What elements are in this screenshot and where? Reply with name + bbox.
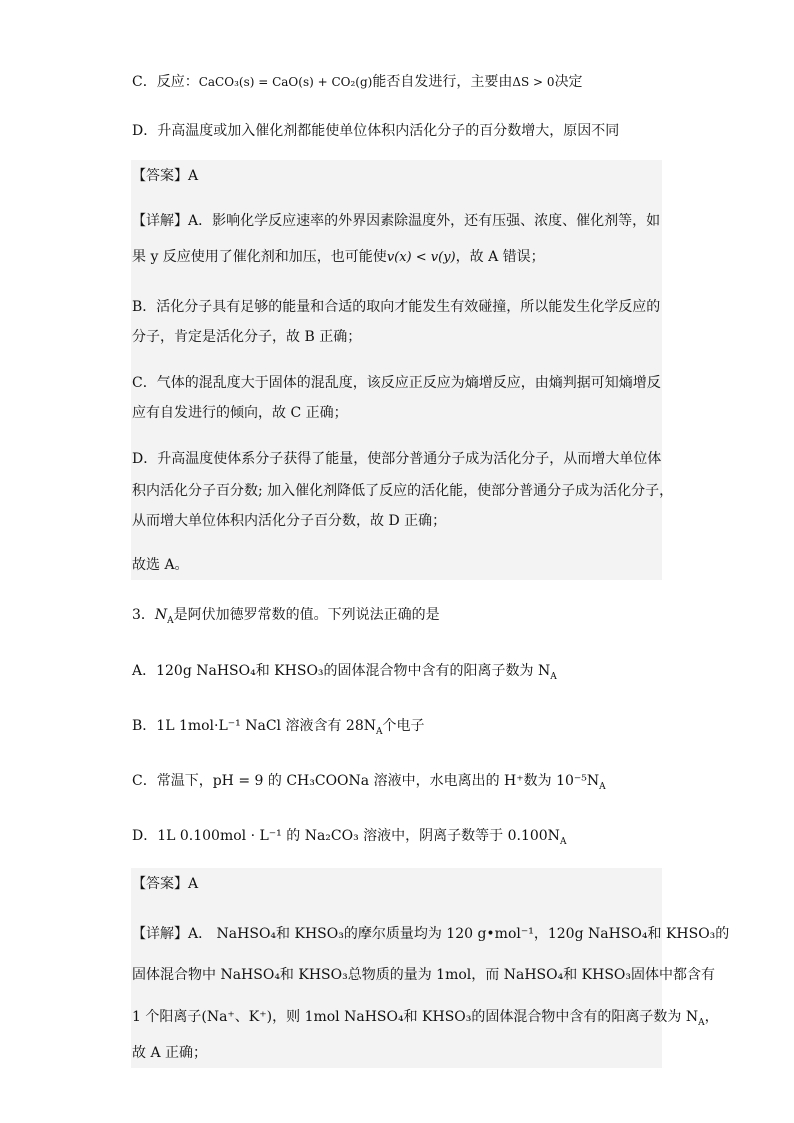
q2-detail-d-3: 从而增大单位体积内活化分子百分数，故 D 正确；	[132, 513, 447, 529]
q3-option-d	[132, 826, 566, 852]
q3-option-c-sub: A	[599, 781, 606, 792]
q2-option-c-prefix: C．反应：	[132, 74, 199, 90]
q2-detail-b-2: 分子，肯定是活化分子，故 B 正确；	[132, 329, 362, 345]
q3-option-b	[132, 716, 424, 742]
q3-option-c	[132, 771, 606, 797]
q3-na-subscript: A	[167, 615, 174, 626]
q2-detail-a-2-formula: v(x) < v(y)	[386, 250, 456, 265]
q3-detail-3	[132, 1007, 719, 1033]
q3-stem	[132, 605, 440, 631]
q3-option-a-text: A．120g NaHSO₄和 KHSO₃的固体混合物中含有的阳离子数为 N	[132, 663, 551, 679]
q2-option-d: D．升高温度或加入催化剂都能使单位体积内活化分子的百分数增大，原因不同	[132, 123, 620, 139]
q2-option-c-suffix: 决定	[554, 74, 583, 90]
q2-option-c	[132, 72, 583, 92]
q2-option-c-formula: CaCO₃(s) = CaO(s) + CO₂(g)	[198, 75, 373, 89]
q3-option-b-text: B．1L 1mol·L⁻¹ NaCl 溶液含有 28N	[132, 718, 376, 734]
q2-detail-a-2-post: ，故 A 错误；	[455, 249, 545, 265]
q3-option-b-sub: A	[375, 726, 383, 737]
q3-detail-3-sub: A	[698, 1017, 705, 1028]
q2-detail-a-2	[132, 247, 545, 268]
q3-number: 3．	[132, 607, 155, 623]
q3-detail-1: 【详解】A． NaHSO₄和 KHSO₃的摩尔质量均为 120 g•mol⁻¹，120g NaHSO₄和 KHSO₃的	[132, 926, 730, 942]
q2-detail-a-2-pre: 果 y 反应使用了催化剂和加压，也可能使	[132, 249, 387, 265]
q3-detail-3-text: 1 个阳离子(Na⁺、K⁺)，则 1mol NaHSO₄和 KHSO₃的固体混合物中含有的阳离子数为 N	[132, 1009, 699, 1025]
q3-option-c-text: C．常温下，pH = 9 的 CH₃COONa 溶液中，水电离出的 H⁺数为 10⁻⁵N	[132, 773, 600, 789]
q3-detail-2: 固体混合物中 NaHSO₄和 KHSO₃总物质的量为 1mol，而 NaHSO₄和 KHSO₃固体中都含有	[132, 967, 716, 983]
q2-option-c-cond: ΔS > 0	[512, 75, 555, 89]
q2-answer: 【答案】A	[132, 168, 199, 184]
q2-detail-c-2: 应有自发进行的倾向，故 C 正确；	[132, 405, 348, 421]
q2-detail-b-1: B．活化分子具有足够的能量和合适的取向才能发生有效碰撞，所以能发生化学反应的	[132, 299, 661, 315]
q3-option-b-tail: 个电子	[382, 718, 425, 734]
q3-detail-3-tail: ，	[704, 1009, 719, 1025]
q3-option-d-sub: A	[559, 836, 567, 847]
q3-option-a	[132, 661, 557, 687]
q2-detail-d-1: D．升高温度使体系分子获得了能量，使部分普通分子成为活化分子，从而增大单位体	[132, 451, 662, 467]
q3-option-d-text: D．1L 0.100mol · L⁻¹ 的 Na₂CO₃ 溶液中，阴离子数等于 0.100N	[132, 828, 560, 844]
q3-na-symbol: N	[154, 607, 168, 623]
q3-answer: 【答案】A	[132, 876, 199, 892]
q2-choose: 故选 A。	[132, 557, 189, 573]
q2-detail-c-1: C．气体的混乱度大于固体的混乱度，该反应正反应为熵增反应，由熵判据可知熵增反	[132, 375, 661, 391]
q3-stem-text: 是阿伏加德罗常数的值。下列说法正确的是	[173, 607, 440, 623]
q2-option-c-mid: 能否自发进行，主要由	[372, 74, 513, 90]
q3-detail-4: 故 A 正确；	[132, 1045, 208, 1061]
q2-detail-d-2: 积内活化分子百分数; 加入催化剂降低了反应的活化能，使部分普通分子成为活化分子，	[132, 483, 674, 499]
q2-detail-a-1: 【详解】A．影响化学反应速率的外界因素除温度外，还有压强、浓度、催化剂等，如	[132, 213, 661, 229]
q3-option-a-sub: A	[550, 671, 557, 682]
